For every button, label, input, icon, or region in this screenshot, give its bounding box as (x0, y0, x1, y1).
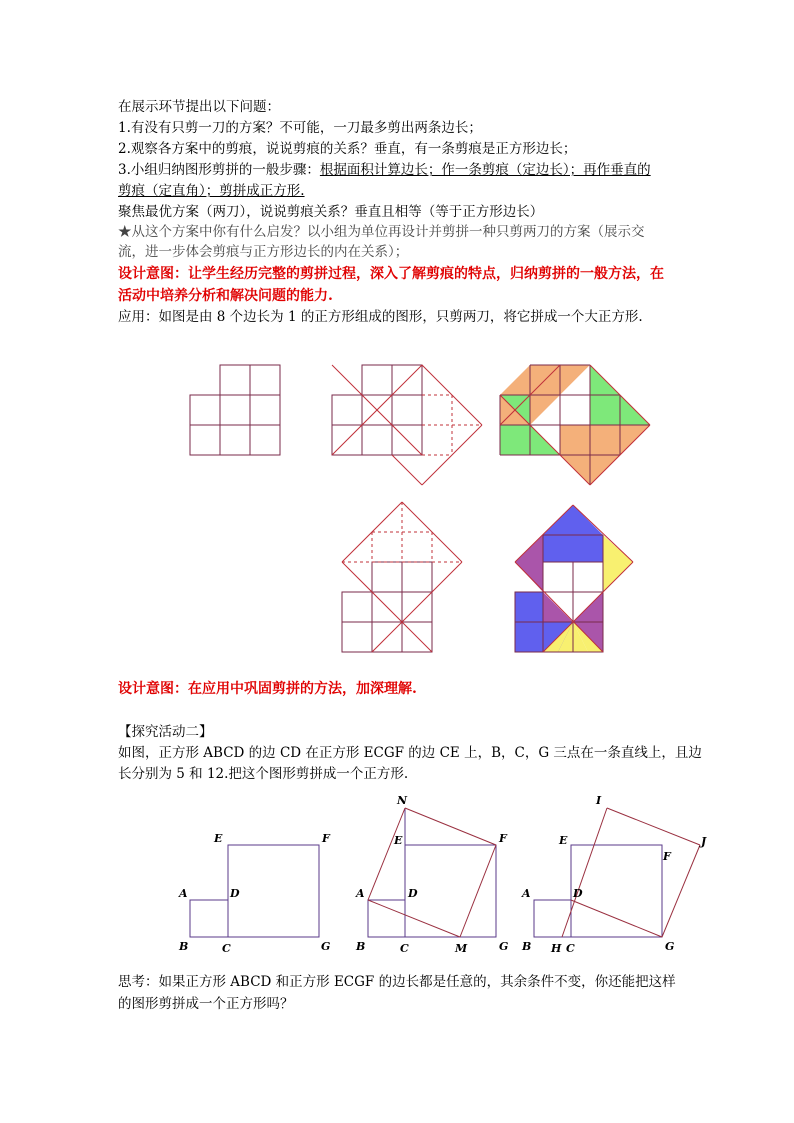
design-intent-1a: 设计意图：让学生经历完整的剪拼过程，深入了解剪痕的特点，归纳剪拼的一般方法，在 (118, 266, 664, 282)
figure-colored-1 (500, 365, 650, 485)
label-f3: F (663, 850, 671, 863)
label-b2: B (356, 940, 366, 953)
label-a1: A (179, 887, 188, 900)
text-line-1: 在展示环节提出以下问题： (118, 99, 280, 115)
question-line-2: 长分别为 5 和 12.把这个图形剪拼成一个正方形. (118, 766, 409, 782)
text-line-5: 剪痕（定直角）；剪拼成正方形. (118, 183, 305, 199)
text-line-8: 流，进一步体会剪痕与正方形边长的内在关系）； (118, 244, 409, 260)
geometry-figure-3 (521, 794, 707, 955)
label-e2: E (394, 834, 403, 847)
label-f1: F (322, 832, 330, 845)
label-g1: G (321, 940, 331, 953)
figure-grid-3 (342, 502, 462, 652)
label-m2: M (455, 942, 468, 955)
figure-grid-1 (190, 365, 280, 455)
think-line-1: 思考：如果正方形 ABCD 和正方形 ECGF 的边长都是任意的，其余条件不变，你还能把这样 (118, 974, 676, 990)
label-c1: C (222, 942, 231, 955)
label-b1: B (179, 940, 189, 953)
figure-grid-2 (332, 365, 482, 485)
label-g2: G (499, 940, 509, 953)
label-d1: D (230, 887, 240, 900)
label-i3: I (596, 794, 602, 807)
label-a3: A (522, 887, 531, 900)
label-e3: E (559, 834, 568, 847)
think-line-2: 的图形剪拼成一个正方形吗？ (118, 996, 294, 1012)
text-line-7: ★从这个方案中你有什么启发？以小组为单位再设计并剪拼一种只剪两刀的方案（展示交 (118, 224, 645, 240)
application-text: 应用：如图是由 8 个边长为 1 的正方形组成的图形，只剪两刀，将它拼成一个大正方形. (118, 309, 643, 325)
label-c3: C (566, 942, 575, 955)
geometry-figure-2 (355, 794, 508, 955)
label-f2: F (499, 832, 507, 845)
label-c2: C (400, 942, 409, 955)
label-j3: J (701, 835, 707, 848)
label-h3: H (551, 942, 562, 955)
question-line-1: 如图，正方形 ABCD 的边 CD 在正方形 ECGF 的边 CE 上，B，C，G 三点在一条直线上，且边 (118, 745, 702, 761)
text-line-4a: 3.小组归纳图形剪拼的一般步骤： (118, 162, 320, 178)
figure-colored-2 (515, 505, 633, 652)
text-line-3: 2.观察各方案中的剪痕，说说剪痕的关系？垂直，有一条剪痕是正方形边长； (118, 141, 577, 157)
label-d3: D (573, 887, 583, 900)
design-intent-2: 设计意图：在应用中巩固剪拼的方法，加深理解. (118, 681, 417, 697)
text-line-4b: 根据面积计算边长；作一条剪痕（定边长）；再作垂直的 (319, 162, 651, 178)
label-b3: B (522, 940, 532, 953)
text-line-2: 1.有没有只剪一刀的方案？不可能，一刀最多剪出两条边长； (118, 120, 482, 136)
label-e1: E (214, 832, 223, 845)
label-g3: G (665, 940, 675, 953)
geometry-figure-1 (178, 832, 331, 955)
label-d2: D (408, 887, 418, 900)
activity-heading: 【探究活动二】 (118, 724, 213, 740)
design-intent-1b: 活动中培养分析和解决问题的能力. (118, 288, 333, 304)
label-n2: N (397, 794, 408, 807)
label-a2: A (356, 887, 365, 900)
text-line-6: 聚焦最优方案（两刀），说说剪痕关系？垂直且相等（等于正方形边长） (118, 204, 544, 220)
